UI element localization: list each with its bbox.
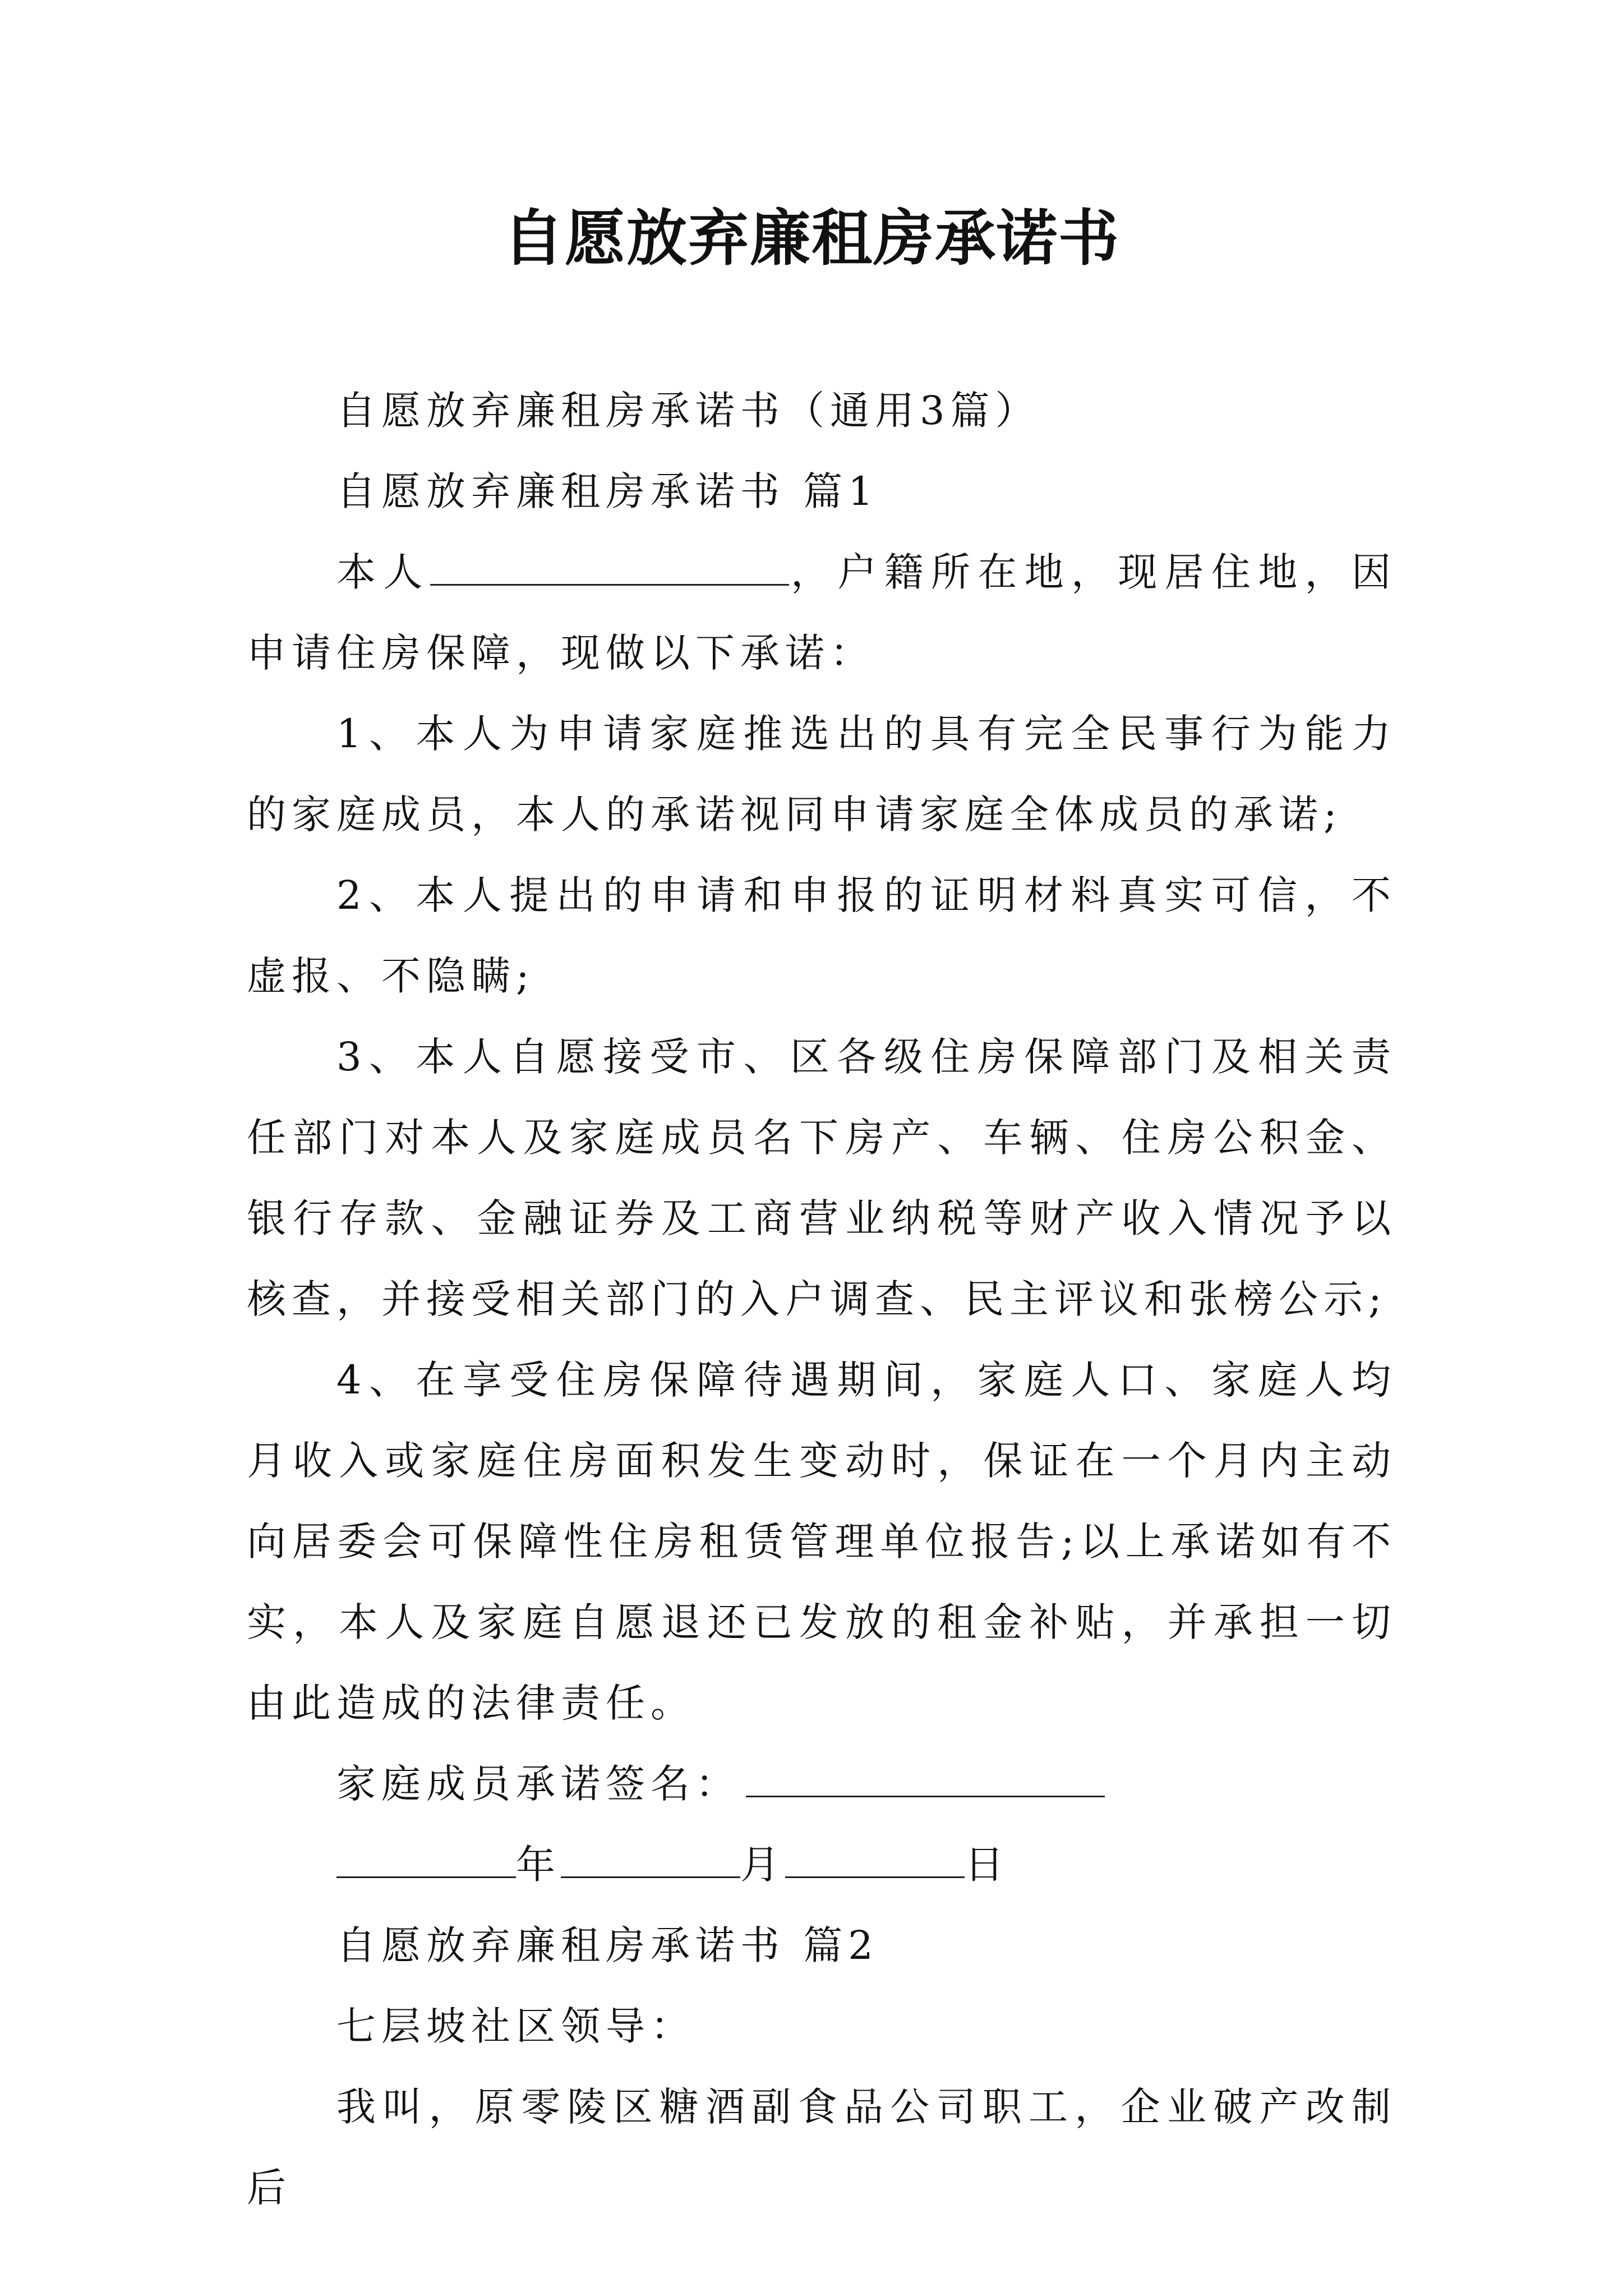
intro-prefix: 本人 <box>336 549 430 595</box>
commitment-item-1: 1、本人为申请家庭推选出的具有完全民事行为能力的家庭成员，本人的承诺视同申请家庭全体成员的承诺; <box>247 711 1396 838</box>
section1-heading: 自愿放弃廉租房承诺书 篇1 <box>336 468 879 514</box>
commitment-item-4: 4、在享受住房保障待遇期间，家庭人口、家庭人均月收入或家庭住房面积发生变动时，保证在一个月内主动向居委会可保障性住房租赁管理单位报告;以上承诺如有不实，本人及家庭自愿退还已发放的租金补贴，并承担一切由此造成的法律责任。 <box>247 1357 1396 1726</box>
document-body <box>247 370 1396 2228</box>
signature-line <box>247 1743 1396 1824</box>
section2-salutation: 七层坡社区领导： <box>336 2003 695 2049</box>
document-title: 自愿放弃廉租房承诺书 <box>502 203 1120 274</box>
day-blank <box>785 1843 965 1878</box>
year-blank <box>336 1843 516 1878</box>
month-blank <box>561 1843 740 1878</box>
section2-heading: 自愿放弃廉租房承诺书 篇2 <box>336 1922 879 1968</box>
date-line <box>247 1824 1396 1905</box>
section2-opening: 我叫，原零陵区糖酒副食品公司职工，企业破产改制后 <box>247 2084 1396 2211</box>
intro-paragraph <box>247 532 1396 693</box>
month-label: 月 <box>740 1842 785 1888</box>
day-label: 日 <box>965 1842 1009 1888</box>
document-subtitle: 自愿放弃廉租房承诺书（通用3篇） <box>336 388 1040 434</box>
commitment-item-2: 2、本人提出的申请和申报的证明材料真实可信，不虚报、不隐瞒; <box>247 872 1396 999</box>
name-blank <box>430 550 789 586</box>
intro-suffix: ，户籍所在地，现居住地，因申请住房保障，现做以下承诺： <box>247 549 1397 676</box>
commitment-item-3: 3、本人自愿接受市、区各级住房保障部门及相关责任部门对本人及家庭成员名下房产、车辆、住房公积金、银行存款、金融证券及工商营业纳税等财产收入情况予以核查，并接受相关部门的入户调查、民主评议和张榜公示; <box>247 1034 1396 1322</box>
signature-blank <box>746 1762 1105 1797</box>
signature-label: 家庭成员承诺签名： <box>336 1761 740 1807</box>
year-label: 年 <box>516 1842 561 1888</box>
